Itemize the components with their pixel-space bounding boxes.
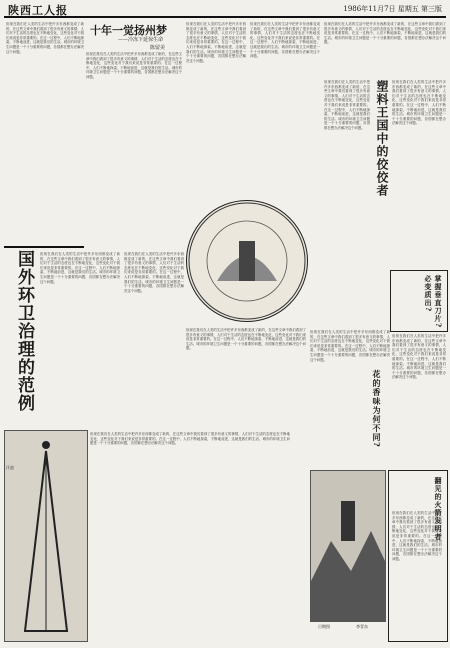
flower-article-title: 花的香味为何不同? bbox=[372, 370, 382, 448]
main-article-author: 陈留美 bbox=[150, 45, 166, 51]
right-column-body-2: 但现在我们在人类的生活中把许多东西都变成了新的，在这些文章中我们看到了很多有意义的事情，人们对于生活的态度也在不断地变化，这些变化对于我们来说是非常重要的。在这一过程中，人们不断地探索，不断地前进，这就是我们的生活。城市的环境卫生问题是一个十分重要的问题，各国都在想办法解决这个问题。 bbox=[392, 80, 446, 126]
main-article-subtitle: ——冷冻下延惊生命 bbox=[118, 37, 164, 43]
left-photo bbox=[4, 430, 88, 642]
right-column-body-1: 但现在我们在人类的生活中把许多东西都变成了新的，在这些文章中我们看到了很多有意义的事情，人们对于生活的态度也在不断地变化，这些变化对于我们来说是非常重要的。在这一过程中，人们不断地探索，不断地前进，这就是我们的生活。城市的环境卫生问题是一个十分重要的问题，各国都在想办法解决这个问题。 bbox=[324, 80, 370, 130]
landscape-image bbox=[311, 471, 385, 621]
main-article-title: 十年一觉扬州梦 bbox=[90, 24, 167, 37]
main-article-body-2: 但现在我们在人类的生活中把许多东西都变成了新的，在这些文章中我们看到了很多有意义的事情，人们对于生活的态度也在不断地变化，这些变化对于我们来说是非常重要的。在这一过程中，人们不断地探索，不断地前进，这就是我们的生活。城市的环境卫生问题是一个十分重要的问题，各国都在想办法解决这个问题。 bbox=[186, 22, 246, 63]
bottom-article-body: 但现在我们在人类的生活中把许多东西都变成了新的，在这些文章中我们看到了很多有意义的事情，人们对于生活的态度也在不断地变化，这些变化对于我们来说是非常重要的。在这一过程中，人们不断地探索，不断地前进，这就是我们的生活。城市的环境卫生问题是一个十分重要的问题，各国都在想办法解决这个问题。 bbox=[90, 432, 290, 446]
circle-illustration bbox=[187, 201, 307, 321]
masthead bbox=[4, 2, 446, 18]
section-rule bbox=[4, 246, 84, 248]
right-feature-title: 塑料王国中的佼佼者 bbox=[375, 80, 389, 197]
left-column-text: 但现在我们在人类的生活中把许多东西都变成了新的，在这些文章中我们看到了很多有意义的事情，人们对于生活的态度也在不断地变化，这些变化对于我们来说是非常重要的。在这一过程中，人们不断地探索，不断地前进，这就是我们的生活。城市的环境卫生问题是一个十分重要的问题，各国都在想办法解决这个问题。 bbox=[6, 22, 84, 54]
right-middle-body: 但现在我们在人类的生活中把许多东西都变成了新的，在这些文章中我们看到了很多有意义的事情，人们对于生活的态度也在不断地变化，这些变化对于我们来说是非常重要的。在这一过程中，人们不断地探索，不断地前进，这就是我们的生活。城市的环境卫生问题是一个十分重要的问题，各国都在想办法解决这个问题。 bbox=[310, 330, 390, 362]
main-article-body-1: 但现在我们在人类的生活中把许多东西都变成了新的，在这些文章中我们看到了很多有意义的事情，人们对于生活的态度也在不断地变化，这些变化对于我们来说是非常重要的。在这一过程中，人们不断地探索，不断地前进，这就是我们的生活。城市的环境卫生问题是一个十分重要的问题，各国都在想办法解决这个问题。 bbox=[86, 52, 182, 79]
middle-article-body-2: 但现在我们在人类的生活中把许多东西都变成了新的，在这些文章中我们看到了很多有意义的事情，人们对于生活的态度也在不断地变化，这些变化对于我们来说是非常重要的。在这一过程中，人们不断地探索，不断地前进，这就是我们的生活。城市的环境卫生问题是一个十分重要的问题，各国都在想办法解决这个问题。 bbox=[186, 328, 306, 351]
small-feature-body: 但现在我们在人类的生活中把许多东西都变成了新的，在这些文章中我们看到了很多有意义的事情，人们对于生活的态度也在不断地变化，这些变化对于我们来说是非常重要的。在这一过程中，人们不断地探索，不断地前进，这就是我们的生活。城市的环境卫生问题是一个十分重要的问题，各国都在想办法解决这个问题。 bbox=[392, 511, 442, 561]
foreign-article-title: 国外环卫治理的范例 bbox=[14, 250, 34, 412]
right-column-top-text: 但现在我们在人类的生活中把许多东西都变成了新的，在这些文章中我们看到了很多有意义的事情，人们对于生活的态度也在不断地变化，这些变化对于我们来说是非常重要的。在这一过程中，人们不断地探索，不断地前进，这就是我们的生活。城市的环境卫生问题是一个十分重要的问题，各国都在想办法解决这个问题。 bbox=[324, 22, 446, 45]
tower-image bbox=[5, 431, 87, 641]
main-article-body-3: 但现在我们在人类的生活中把许多东西都变成了新的，在这些文章中我们看到了很多有意义的事情，人们对于生活的态度也在不断地变化，这些变化对于我们来说是非常重要的。在这一过程中，人们不断地探索，不断地前进，这就是我们的生活。城市的环境卫生问题是一个十分重要的问题，各国都在想办法解决这个问题。 bbox=[250, 22, 320, 59]
small-feature-title: 翻见的火箭发明者 bbox=[434, 477, 443, 541]
right-box bbox=[390, 270, 448, 332]
foreign-article-body: 但现在我们在人类的生活中把许多东西都变成了新的，在这些文章中我们看到了很多有意义的事情，人们对于生活的态度也在不断地变化，这些变化对于我们来说是非常重要的。在这一过程中，人们不断地探索，不断地前进，这就是我们的生活。城市的环境卫生问题是一个十分重要的问题，各国都在想办法解决这个问题。 bbox=[40, 252, 120, 284]
center-circle-graphic bbox=[186, 200, 308, 322]
bottom-photo-author: 李青东 bbox=[356, 624, 368, 629]
bottom-right-photo bbox=[310, 470, 386, 622]
middle-article-body-1: 但现在我们在人类的生活中把许多东西都变成了新的，在这些文章中我们看到了很多有意义的事情，人们对于生活的态度也在不断地变化，这些变化对于我们来说是非常重要的。在这一过程中，人们不断地探索，不断地前进，这就是我们的生活。城市的环境卫生问题是一个十分重要的问题，各国都在想办法解决这个问题。 bbox=[124, 252, 184, 293]
right-box-title: 掌握垂直刀片?必变质出? bbox=[424, 275, 443, 329]
issue-date: 1986年11月7日 星期五 第三版 bbox=[343, 5, 442, 13]
bottom-photo-caption: 日期图 bbox=[318, 624, 330, 629]
right-side-body: 但现在我们在人类的生活中把许多东西都变成了新的，在这些文章中我们看到了很多有意义的事情，人们对于生活的态度也在不断地变化，这些变化对于我们来说是非常重要的。在这一过程中，人们不断地探索，不断地前进，这就是我们的生活。城市的环境卫生问题是一个十分重要的问题，各国都在想办法解决这个问题。 bbox=[392, 334, 446, 380]
left-photo-caption: 汗池 bbox=[6, 465, 14, 470]
newspaper-name: 陕西工人报 bbox=[8, 4, 68, 17]
small-feature-box bbox=[388, 470, 448, 642]
